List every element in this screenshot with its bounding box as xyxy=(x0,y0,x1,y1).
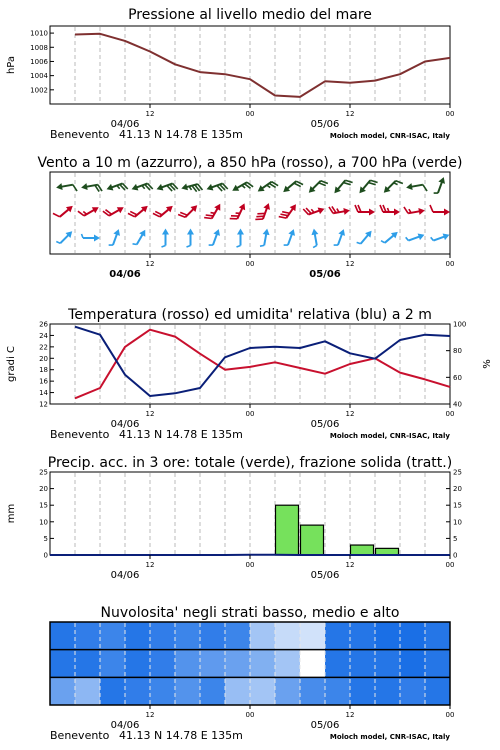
wind-barb xyxy=(56,181,78,195)
wind-barb-feather xyxy=(358,205,361,212)
cloud-cell xyxy=(125,677,151,705)
pressure-station-coords: 41.13 N 14.78 E 135m xyxy=(119,128,243,141)
precip-day-label: 04/06 xyxy=(110,570,140,581)
humidity-series-line xyxy=(75,327,450,396)
wind-barb xyxy=(109,228,122,248)
clouds-station-coords: 41.13 N 14.78 E 135m xyxy=(119,729,243,742)
wind-barb-head xyxy=(288,228,297,236)
temp_rh-station-coords: 41.13 N 14.78 E 135m xyxy=(119,428,243,441)
wind-barb-head xyxy=(263,202,272,210)
cloud-cell xyxy=(250,650,276,678)
pressure-y-tick-label: 1004 xyxy=(30,72,48,81)
wind-barb xyxy=(329,203,351,217)
cloud-cell xyxy=(50,622,76,650)
cloud-cell xyxy=(325,650,351,678)
wind-x-tick-label: 00 xyxy=(245,260,255,268)
cloud-cell xyxy=(125,650,151,678)
temp_rh-y-tick-label-right: 60 xyxy=(453,373,462,382)
wind-barb xyxy=(355,205,375,216)
wind-barb-head xyxy=(318,205,326,214)
temp_rh-y-tick-label: 24 xyxy=(39,331,48,340)
cloud-cell xyxy=(300,677,326,705)
wind-barb xyxy=(162,229,170,248)
clouds-title: Nuvolosita' negli strati basso, medio e alto xyxy=(100,605,400,621)
wind-barb-head xyxy=(418,231,426,240)
precip-bar xyxy=(276,505,299,555)
temp_rh-y-tick-label-right: 100 xyxy=(453,320,467,329)
temp_rh-model-credit: Moloch model, CNR-ISAC, Italy xyxy=(329,432,450,440)
cloud-cell xyxy=(75,677,101,705)
pressure-model-credit: Moloch model, CNR-ISAC, Italy xyxy=(329,132,450,140)
pressure-x-tick-label: 00 xyxy=(445,110,455,118)
wind-barb-head xyxy=(117,204,126,213)
temp_rh-y-tick-label: 26 xyxy=(39,320,48,329)
pressure-y-tick-label: 1002 xyxy=(30,86,48,95)
cloud-cell xyxy=(225,650,251,678)
wind-barb-head xyxy=(162,229,169,235)
wind-barb-head xyxy=(105,184,113,193)
wind-barb xyxy=(380,205,400,216)
cloud-cell xyxy=(150,622,176,650)
temp_rh-station-name: Benevento xyxy=(50,428,110,441)
precip-x-tick-label: 12 xyxy=(345,561,355,569)
wind-barb-feather xyxy=(430,205,433,212)
wind-barb-head xyxy=(81,183,88,191)
precip-y-axis-label: mm xyxy=(6,503,17,524)
wind-barb-half-feather xyxy=(162,246,166,248)
wind-barb xyxy=(406,181,428,195)
wind-barb-half-feather xyxy=(237,246,241,248)
pressure-x-tick-label: 00 xyxy=(245,110,255,118)
precip-x-tick-label: 00 xyxy=(445,561,455,569)
wind-barb-head xyxy=(237,229,244,235)
wind-barb-feather xyxy=(53,211,60,218)
wind-barb-head xyxy=(343,207,350,215)
wind-barb xyxy=(260,228,271,248)
temp_rh-y-axis-label: gradi C xyxy=(6,346,17,382)
wind-barb xyxy=(332,176,353,198)
wind-barb-head xyxy=(130,184,138,193)
wind-barb xyxy=(230,200,248,223)
precip-x-tick-label: 12 xyxy=(145,561,155,569)
cloud-cell xyxy=(350,677,376,705)
precip-title: Precip. acc. in 3 ore: totale (verde), frazione solida (tratt.) xyxy=(47,455,453,471)
cloud-cell xyxy=(225,677,251,705)
cloud-cell xyxy=(150,677,176,705)
clouds-x-tick-label: 12 xyxy=(345,711,355,719)
temp_rh-y-tick-label-right: 40 xyxy=(453,400,462,409)
cloud-cell xyxy=(400,622,426,650)
cloud-cell xyxy=(175,677,201,705)
precip-y-tick-label-right: 5 xyxy=(453,534,458,543)
wind-barb xyxy=(284,228,297,248)
wind-title: Vento a 10 m (azzurro), a 850 hPa (rosso), a 700 hPa (verde) xyxy=(37,155,463,171)
cloud-cell xyxy=(425,622,451,650)
precip-y-tick-label-right: 20 xyxy=(453,485,462,494)
cloud-cell xyxy=(425,677,451,705)
wind-barb-half-feather xyxy=(406,237,409,241)
wind-barb-half-feather xyxy=(133,242,137,245)
temp_rh-y-tick-label: 18 xyxy=(39,366,48,375)
clouds-x-tick-label: 12 xyxy=(145,711,155,719)
wind-barb-head xyxy=(438,176,447,184)
cloud-cell xyxy=(325,622,351,650)
temp_rh-y-tick-label-right: 80 xyxy=(453,347,462,356)
precip-y-tick-label: 10 xyxy=(39,518,48,527)
cloud-cell xyxy=(325,677,351,705)
wind-barb xyxy=(381,229,400,247)
wind-barb-head xyxy=(443,231,451,240)
precip-y-tick-label: 5 xyxy=(43,534,48,543)
pressure-x-tick-label: 12 xyxy=(345,110,355,118)
wind-barb xyxy=(357,228,375,247)
wind-barb xyxy=(103,201,126,220)
wind-barb xyxy=(431,231,451,244)
wind-barb-half-feather xyxy=(381,240,385,244)
wind-barb-head xyxy=(239,202,248,210)
precip-bar xyxy=(301,525,324,555)
pressure-y-tick-label: 1008 xyxy=(30,43,48,52)
cloud-cell xyxy=(375,650,401,678)
wind-x-tick-label: 12 xyxy=(145,260,155,268)
pressure-day-label: 05/06 xyxy=(310,119,340,130)
wind-barb-head xyxy=(113,228,122,236)
temp_rh-title: Temperatura (rosso) ed umidita' relativa (blu) a 2 m xyxy=(68,307,432,323)
cloud-cell xyxy=(200,677,226,705)
cloud-cell xyxy=(300,622,326,650)
wind-barb xyxy=(255,201,272,223)
wind-barb-head xyxy=(187,229,194,235)
wind-barb-head xyxy=(369,209,375,216)
temp_rh-day-label: 04/06 xyxy=(110,419,140,430)
wind-x-tick-label: 12 xyxy=(345,260,355,268)
wind-barb xyxy=(53,201,75,222)
cloud-cell xyxy=(175,622,201,650)
wind-barb-head xyxy=(231,185,240,194)
pressure-x-tick-label: 12 xyxy=(145,110,155,118)
precip-y-tick-label-right: 0 xyxy=(453,551,458,560)
wind-barb-feather xyxy=(380,205,383,212)
temp_rh-x-tick-label: 12 xyxy=(145,410,155,418)
precip-y-tick-label: 25 xyxy=(39,468,48,477)
temp_rh-y-tick-label: 20 xyxy=(39,354,48,363)
cloud-cell xyxy=(250,622,276,650)
wind-barb xyxy=(430,205,450,216)
clouds-model-credit: Moloch model, CNR-ISAC, Italy xyxy=(329,733,450,741)
precip-y-tick-label-right: 15 xyxy=(453,501,462,510)
wind-barb-half-feather xyxy=(394,182,398,186)
cloud-cell xyxy=(100,622,126,650)
wind-barb-feather xyxy=(383,205,386,212)
wind-barb-head xyxy=(139,228,148,237)
wind-barb xyxy=(155,179,177,196)
wind-barb xyxy=(153,201,175,222)
wind-barb-half-feather xyxy=(431,237,434,241)
precip-frame xyxy=(50,472,450,555)
temp_rh-x-tick-label: 00 xyxy=(445,410,455,418)
wind-day-label: 04/06 xyxy=(109,269,141,280)
temp_rh-x-tick-label: 12 xyxy=(345,410,355,418)
wind-barb xyxy=(128,201,150,222)
wind-barb-head xyxy=(94,235,100,242)
cloud-cell xyxy=(375,622,401,650)
pressure-y-tick-label: 1006 xyxy=(30,57,48,66)
wind-barb xyxy=(357,176,378,198)
cloud-cell xyxy=(50,677,76,705)
cloud-cell xyxy=(400,677,426,705)
wind-barb xyxy=(205,179,227,196)
pressure-y-axis-label: hPa xyxy=(6,55,17,75)
precip-y-tick-label-right: 10 xyxy=(453,518,462,527)
cloud-cell xyxy=(50,650,76,678)
wind-barb-head xyxy=(418,207,425,215)
pressure-station-name: Benevento xyxy=(50,128,110,141)
wind-barb xyxy=(78,201,101,220)
wind-barb-head xyxy=(205,184,213,193)
wind-barb xyxy=(406,231,426,244)
wind-barb-head xyxy=(394,209,400,216)
wind-x-tick-label: 00 xyxy=(445,260,455,268)
precip-day-label: 05/06 xyxy=(310,570,340,581)
wind-barb-head xyxy=(444,209,450,216)
temp_rh-day-label: 05/06 xyxy=(310,419,340,430)
cloud-cell xyxy=(250,677,276,705)
wind-barb-head xyxy=(214,202,223,211)
precip-y-tick-label: 15 xyxy=(39,501,48,510)
precip-y-tick-label-right: 25 xyxy=(453,468,462,477)
wind-barb-half-feather xyxy=(357,241,361,245)
cloud-cell xyxy=(375,677,401,705)
wind-barb xyxy=(434,176,447,196)
clouds-day-label: 04/06 xyxy=(110,720,140,731)
pressure-title: Pressione al livello medio del mare xyxy=(128,7,372,23)
precip-y-tick-label: 20 xyxy=(39,485,48,494)
cloud-cell xyxy=(225,622,251,650)
cloud-cell xyxy=(150,650,176,678)
wind-barb-feather xyxy=(78,210,84,218)
wind-barb-head xyxy=(56,183,63,191)
cloud-cell xyxy=(100,677,126,705)
cloud-cell xyxy=(425,650,451,678)
wind-barb-head xyxy=(92,204,101,213)
cloud-cell xyxy=(125,622,151,650)
temp_rh-x-tick-label: 00 xyxy=(245,410,255,418)
wind-barb xyxy=(105,179,127,196)
wind-barb xyxy=(180,180,202,195)
cloud-cell xyxy=(200,650,226,678)
wind-barb-feather xyxy=(355,205,358,212)
cloud-cell xyxy=(350,650,376,678)
wind-barb-half-feather xyxy=(56,240,60,244)
wind-barb xyxy=(303,202,325,219)
wind-barb xyxy=(133,228,149,248)
wind-barb-half-feather xyxy=(313,245,317,247)
wind-barb-half-feather xyxy=(82,234,84,238)
precip-x-tick-label: 00 xyxy=(245,561,255,569)
wind-barb xyxy=(310,228,321,248)
temperature-series-line xyxy=(75,330,450,399)
pressure-y-tick-label: 1010 xyxy=(30,29,48,38)
cloud-cell xyxy=(100,650,126,678)
cloud-cell xyxy=(275,650,301,678)
clouds-day-label: 05/06 xyxy=(310,720,340,731)
wind-barb-head xyxy=(406,183,413,191)
wind-barb xyxy=(130,179,152,196)
wind-barb xyxy=(209,228,222,248)
wind-barb-feather xyxy=(404,206,408,213)
wind-barb xyxy=(404,203,426,217)
cloud-cell xyxy=(200,622,226,650)
cloud-cell xyxy=(300,650,326,678)
wind-barb xyxy=(334,228,347,248)
pressure-day-label: 04/06 xyxy=(110,119,140,130)
wind-barb-head xyxy=(213,228,222,236)
clouds-station-name: Benevento xyxy=(50,729,110,742)
cloud-cell xyxy=(75,650,101,678)
precip-y-tick-label: 0 xyxy=(43,551,48,560)
cloud-cell xyxy=(75,622,101,650)
wind-barb xyxy=(178,200,200,222)
temp_rh-y-tick-label: 22 xyxy=(39,343,48,352)
wind-barb-head xyxy=(180,184,188,192)
precip-bar xyxy=(351,545,374,555)
cloud-cell xyxy=(275,622,301,650)
temp_rh-y-axis-label: % xyxy=(482,359,493,369)
wind-barb-head xyxy=(155,184,163,193)
temp_rh-y-tick-label: 12 xyxy=(39,400,48,409)
wind-barb xyxy=(237,229,245,248)
wind-barb-head xyxy=(310,228,318,235)
cloud-cell xyxy=(350,622,376,650)
wind-barb-head xyxy=(263,228,271,235)
wind-barb xyxy=(204,200,223,223)
temp_rh-y-tick-label: 16 xyxy=(39,377,48,386)
wind-day-label: 05/06 xyxy=(309,269,341,280)
cloud-cell xyxy=(400,650,426,678)
clouds-x-tick-label: 00 xyxy=(445,711,455,719)
wind-barb xyxy=(279,200,299,222)
wind-barb xyxy=(81,181,103,195)
wind-barb-head xyxy=(338,228,347,236)
wind-barb xyxy=(56,228,74,246)
clouds-x-tick-label: 00 xyxy=(245,711,255,719)
wind-barb-half-feather xyxy=(187,246,191,248)
temp_rh-y-tick-label: 14 xyxy=(39,389,48,398)
cloud-cell xyxy=(275,677,301,705)
wind-barb-half-feather xyxy=(260,245,264,247)
wind-barb xyxy=(82,234,101,242)
cloud-cell xyxy=(175,650,201,678)
pressure-series-line xyxy=(75,34,450,97)
wind-barb xyxy=(187,229,195,248)
